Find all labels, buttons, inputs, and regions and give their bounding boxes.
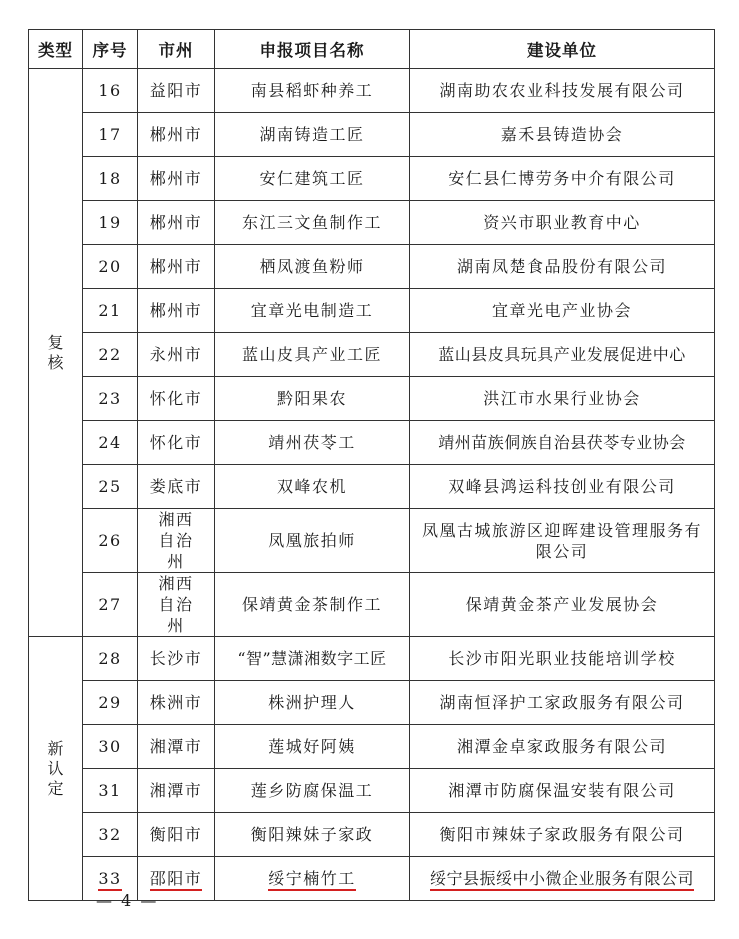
row-unit: 资兴市职业教育中心 <box>410 201 715 245</box>
row-no: 31 <box>83 769 138 813</box>
row-city: 郴州市 <box>138 201 215 245</box>
row-project: 绥宁楠竹工 <box>268 869 356 891</box>
table-row <box>29 421 715 465</box>
row-no: 22 <box>83 333 138 377</box>
row-city: 郴州市 <box>138 245 215 289</box>
row-no: 30 <box>83 725 138 769</box>
row-no: 18 <box>83 157 138 201</box>
row-no: 23 <box>83 377 138 421</box>
row-project: 靖州茯苓工 <box>215 421 410 465</box>
table-row <box>29 465 715 509</box>
row-no: 29 <box>83 681 138 725</box>
row-project: 南县稻虾种养工 <box>215 69 410 113</box>
row-project: 保靖黄金茶制作工 <box>215 573 410 637</box>
row-no: 26 <box>83 509 138 573</box>
project-table <box>28 29 715 901</box>
row-unit: 嘉禾县铸造协会 <box>410 113 715 157</box>
row-unit: 双峰县鸿运科技创业有限公司 <box>410 465 715 509</box>
row-city: 娄底市 <box>138 465 215 509</box>
row-city: 湘潭市 <box>138 725 215 769</box>
type-group-review: 复核 <box>29 69 83 637</box>
table-row <box>29 201 715 245</box>
row-city: 湘西自治州 <box>138 509 215 573</box>
row-city: 长沙市 <box>138 637 215 681</box>
row-project: 莲乡防腐保温工 <box>215 769 410 813</box>
row-unit: 保靖黄金茶产业发展协会 <box>410 573 715 637</box>
row-no: 27 <box>83 573 138 637</box>
row-city: 永州市 <box>138 333 215 377</box>
row-city: 湘潭市 <box>138 769 215 813</box>
header-unit: 建设单位 <box>410 30 715 69</box>
row-unit: 湖南恒泽护工家政服务有限公司 <box>410 681 715 725</box>
row-unit: 长沙市阳光职业技能培训学校 <box>410 637 715 681</box>
row-no: 33 <box>98 869 121 891</box>
row-unit-cell <box>410 857 715 901</box>
row-project: 蓝山皮具产业工匠 <box>215 333 410 377</box>
row-city: 株洲市 <box>138 681 215 725</box>
table-row <box>29 813 715 857</box>
row-city: 邵阳市 <box>150 869 203 891</box>
row-project: 双峰农机 <box>215 465 410 509</box>
row-unit: 安仁县仁博劳务中介有限公司 <box>410 157 715 201</box>
row-project: 安仁建筑工匠 <box>215 157 410 201</box>
table-row <box>29 637 715 681</box>
row-city: 郴州市 <box>138 289 215 333</box>
table-row <box>29 289 715 333</box>
row-unit: 宜章光电产业协会 <box>410 289 715 333</box>
row-project: 东江三文鱼制作工 <box>215 201 410 245</box>
table-row <box>29 769 715 813</box>
row-city: 怀化市 <box>138 377 215 421</box>
row-city: 郴州市 <box>138 113 215 157</box>
row-city: 怀化市 <box>138 421 215 465</box>
row-project: 湖南铸造工匠 <box>215 113 410 157</box>
row-no: 17 <box>83 113 138 157</box>
table-row <box>29 333 715 377</box>
header-project: 申报项目名称 <box>215 30 410 69</box>
table-row <box>29 113 715 157</box>
header-no: 序号 <box>83 30 138 69</box>
row-unit: 蓝山县皮具玩具产业发展促进中心 <box>410 333 715 377</box>
row-city: 益阳市 <box>138 69 215 113</box>
row-project: “智”慧潇湘数字工匠 <box>215 637 410 681</box>
row-project: 宜章光电制造工 <box>215 289 410 333</box>
table-row <box>29 157 715 201</box>
row-city: 衡阳市 <box>138 813 215 857</box>
header-city: 市州 <box>138 30 215 69</box>
row-project: 黔阳果农 <box>215 377 410 421</box>
type-group-new: 新认定 <box>29 637 83 901</box>
row-unit: 湘潭市防腐保温安装有限公司 <box>410 769 715 813</box>
row-unit: 绥宁县振绥中小微企业服务有限公司 <box>430 869 694 891</box>
row-unit: 湖南凤楚食品股份有限公司 <box>410 245 715 289</box>
row-project: 凤凰旅拍师 <box>215 509 410 573</box>
row-unit: 洪江市水果行业协会 <box>410 377 715 421</box>
row-unit: 衡阳市辣妹子家政服务有限公司 <box>410 813 715 857</box>
table-row <box>29 377 715 421</box>
header-type: 类型 <box>29 30 83 69</box>
table-row <box>29 245 715 289</box>
row-unit: 凤凰古城旅游区迎晖建设管理服务有限公司 <box>410 509 715 573</box>
row-no: 21 <box>83 289 138 333</box>
table-row <box>29 681 715 725</box>
row-project: 衡阳辣妹子家政 <box>215 813 410 857</box>
row-unit: 湖南助农农业科技发展有限公司 <box>410 69 715 113</box>
table-row <box>29 573 715 637</box>
row-city: 郴州市 <box>138 157 215 201</box>
row-no: 25 <box>83 465 138 509</box>
row-project: 株洲护理人 <box>215 681 410 725</box>
row-city: 湘西自治州 <box>138 573 215 637</box>
table-row <box>29 69 715 113</box>
row-unit: 靖州苗族侗族自治县茯苓专业协会 <box>410 421 715 465</box>
row-project: 栖凤渡鱼粉师 <box>215 245 410 289</box>
row-no: 16 <box>83 69 138 113</box>
table-row <box>29 725 715 769</box>
row-unit: 湘潭金卓家政服务有限公司 <box>410 725 715 769</box>
row-no: 20 <box>83 245 138 289</box>
row-no: 28 <box>83 637 138 681</box>
row-project-cell <box>215 857 410 901</box>
row-project: 莲城好阿姨 <box>215 725 410 769</box>
table-row <box>29 509 715 573</box>
header-row <box>29 30 715 69</box>
row-no: 19 <box>83 201 138 245</box>
row-no: 32 <box>83 813 138 857</box>
page-number: — 4 — <box>96 891 159 910</box>
row-no: 24 <box>83 421 138 465</box>
